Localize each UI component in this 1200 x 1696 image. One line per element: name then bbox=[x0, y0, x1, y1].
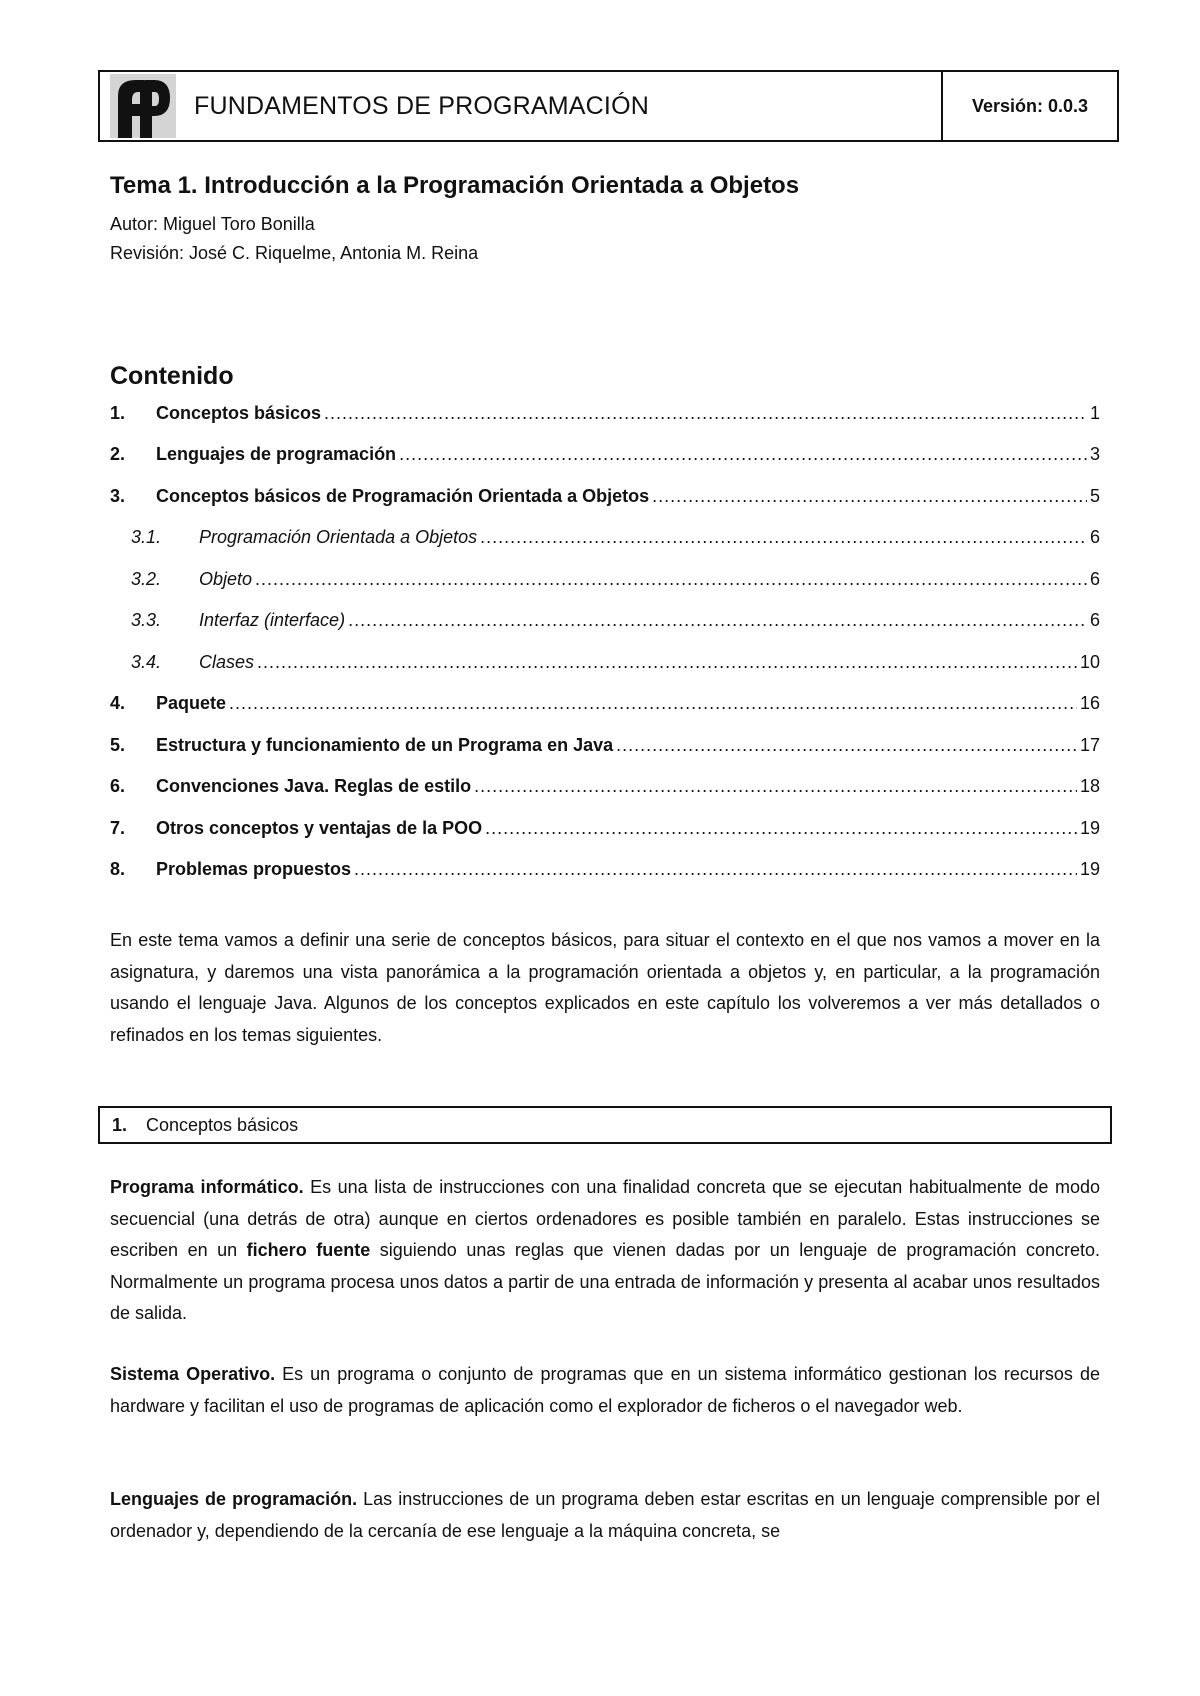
toc-item-page: 19 bbox=[1079, 859, 1100, 879]
toc-item[interactable] bbox=[110, 693, 1100, 719]
toc-item-page: 18 bbox=[1079, 776, 1100, 796]
toc-item-label: Interfaz (interface) bbox=[199, 610, 346, 630]
toc-leader-dots bbox=[616, 735, 1077, 756]
logo-cell bbox=[100, 72, 186, 140]
toc-item[interactable] bbox=[110, 776, 1100, 802]
definition-sistema bbox=[110, 1359, 1100, 1422]
page-header bbox=[98, 70, 1119, 142]
toc-item-page: 1 bbox=[1089, 403, 1100, 423]
definition-text: Es un programa o conjunto de programas que en un sistema informático gestionan los recursos de hardware y facilitan el uso de programas de aplicación como el explorador de ficheros o el navegador web. bbox=[110, 1364, 1100, 1416]
definition-lenguajes bbox=[110, 1484, 1100, 1547]
definition-term: Lenguajes de programación. bbox=[110, 1489, 358, 1509]
toc-item-page: 16 bbox=[1079, 693, 1100, 713]
toc-item-number: 5. bbox=[110, 735, 126, 755]
toc-item[interactable] bbox=[110, 444, 1100, 470]
toc-item-page: 3 bbox=[1089, 444, 1100, 464]
toc-item-page: 6 bbox=[1089, 527, 1100, 547]
toc-item-number: 6. bbox=[110, 776, 126, 796]
toc-subitem[interactable] bbox=[110, 652, 1100, 678]
toc-item-number: 3.4. bbox=[131, 652, 162, 672]
toc-item-number: 8. bbox=[110, 859, 126, 879]
definition-term: Programa informático. bbox=[110, 1177, 304, 1197]
toc-item-label: Convenciones Java. Reglas de estilo bbox=[156, 776, 472, 796]
toc-item-label: Lenguajes de programación bbox=[156, 444, 397, 464]
toc-leader-dots bbox=[652, 486, 1087, 507]
toc-leader-dots bbox=[485, 818, 1077, 839]
toc-item-page: 6 bbox=[1089, 569, 1100, 589]
definition-programa bbox=[110, 1172, 1100, 1330]
header-version: Versión: 0.0.3 bbox=[941, 72, 1117, 140]
toc-item[interactable] bbox=[110, 859, 1100, 885]
definition-text: Las instrucciones de un programa deben estar escritas en un lenguaje comprensible por el ordenador y, dependiendo de la cercanía de ese lenguaje a la máquina concreta, se bbox=[110, 1489, 1100, 1541]
toc-item-label: Problemas propuestos bbox=[156, 859, 352, 879]
definition-term: Sistema Operativo. bbox=[110, 1364, 276, 1384]
toc-subitem[interactable] bbox=[110, 527, 1100, 553]
toc-item[interactable] bbox=[110, 735, 1100, 761]
toc-item-page: 10 bbox=[1079, 652, 1100, 672]
toc-item-label: Programación Orientada a Objetos bbox=[199, 527, 478, 547]
toc-item-label: Conceptos básicos bbox=[156, 403, 322, 423]
toc-item[interactable] bbox=[110, 818, 1100, 844]
toc-leader-dots bbox=[348, 610, 1087, 631]
toc-item-number: 4. bbox=[110, 693, 126, 713]
intro-paragraph: En este tema vamos a definir una serie de conceptos básicos, para situar el contexto en el que nos vamos a mover en la asignatura, y daremos una vista panorámica a la programación orientada a objetos y, en particular, a la programación usando el lenguaje Java. Algunos de los conceptos explicados en este capítulo los volveremos a ver más detallados o refinados en los temas siguientes. bbox=[110, 930, 1100, 1045]
document-title: Tema 1. Introducción a la Programación Orientada a Objetos bbox=[110, 172, 800, 199]
toc-leader-dots bbox=[480, 527, 1087, 548]
toc-leader-dots bbox=[354, 859, 1077, 880]
toc-item-number: 3.2. bbox=[131, 569, 162, 589]
toc-item-number: 3. bbox=[110, 486, 126, 506]
section-number: 1. bbox=[112, 1114, 128, 1135]
toc-leader-dots bbox=[399, 444, 1087, 465]
toc-item[interactable] bbox=[110, 403, 1100, 429]
toc-subitem[interactable] bbox=[110, 610, 1100, 636]
definition-text: Es una lista de instrucciones con una finalidad concreta que se ejecutan habitualmente de modo secuencial (una detrás de otra) aunque en ciertos ordenadores es posible también en paralelo. Estas instrucciones se escriben en un bbox=[110, 1177, 1101, 1260]
toc-item-number: 1. bbox=[110, 403, 126, 423]
toc-leader-dots bbox=[474, 776, 1077, 797]
toc-leader-dots bbox=[229, 693, 1077, 714]
toc-leader-dots bbox=[257, 652, 1077, 673]
toc-subitem[interactable] bbox=[110, 569, 1100, 595]
toc-leader-dots bbox=[324, 403, 1087, 424]
toc-item-label: Estructura y funcionamiento de un Programa en Java bbox=[156, 735, 614, 755]
toc-item-number: 3.1. bbox=[131, 527, 162, 547]
fp-logo-graphic bbox=[110, 74, 176, 138]
toc-item-page: 5 bbox=[1089, 486, 1100, 506]
toc-item-number: 3.3. bbox=[131, 610, 162, 630]
toc-item-number: 7. bbox=[110, 818, 126, 838]
definition-bold-inline: fichero fuente bbox=[246, 1240, 371, 1260]
fp-logo bbox=[110, 74, 176, 138]
definition-text: siguiendo unas reglas que vienen dadas por un lenguaje de programación concreto. Normalmente un programa procesa unos datos a partir de una entrada de información y presenta al acabar unos resultados de salida. bbox=[110, 1240, 1101, 1323]
document-author: Autor: Miguel Toro Bonilla bbox=[110, 214, 315, 234]
toc-item-label: Conceptos básicos de Programación Orientada a Objetos bbox=[156, 486, 650, 506]
toc-item-label: Clases bbox=[199, 652, 255, 672]
toc-item[interactable] bbox=[110, 486, 1100, 512]
toc-item-page: 19 bbox=[1079, 818, 1100, 838]
toc-item-page: 6 bbox=[1089, 610, 1100, 630]
section-title: Conceptos básicos bbox=[146, 1114, 299, 1135]
toc-item-label: Paquete bbox=[156, 693, 227, 713]
toc-leader-dots bbox=[255, 569, 1087, 590]
document-revision: Revisión: José C. Riquelme, Antonia M. Reina bbox=[110, 243, 479, 263]
section-heading-box bbox=[98, 1106, 1112, 1144]
toc-item-number: 2. bbox=[110, 444, 126, 464]
toc-item-page: 17 bbox=[1079, 735, 1100, 755]
toc-item-label: Otros conceptos y ventajas de la POO bbox=[156, 818, 483, 838]
toc-heading: Contenido bbox=[110, 362, 234, 390]
toc-item-label: Objeto bbox=[199, 569, 253, 589]
header-title: FUNDAMENTOS DE PROGRAMACIÓN bbox=[194, 91, 649, 120]
